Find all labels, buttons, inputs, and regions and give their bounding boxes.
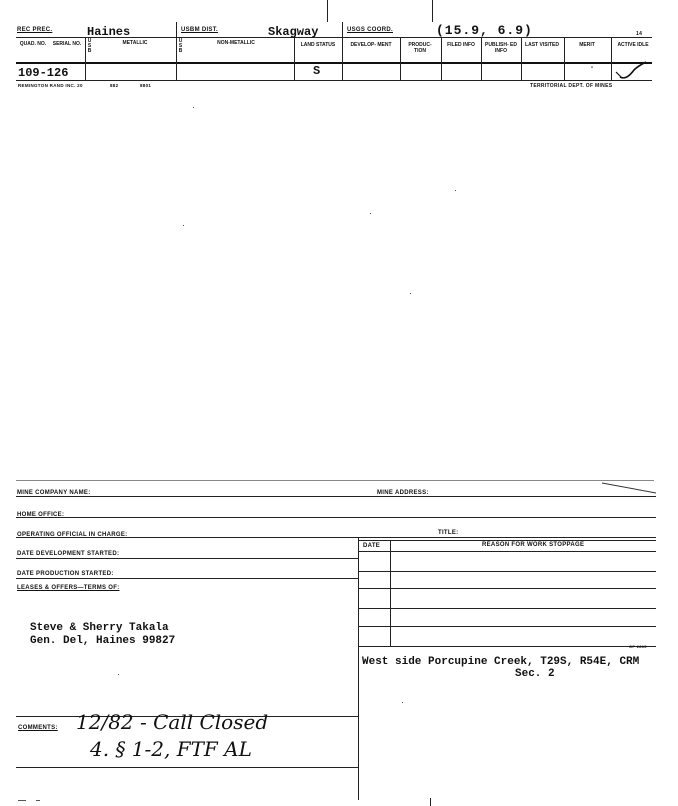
speck: [36, 800, 40, 801]
speck: [370, 213, 371, 214]
mine-address-label: MINE ADDRESS:: [377, 490, 429, 496]
divider: [390, 540, 391, 646]
owner-line-1: Steve & Sherry Takala: [30, 622, 169, 634]
divider: [16, 480, 654, 481]
divider: [400, 37, 401, 80]
rec-prec-label: REC PREC.: [17, 27, 53, 33]
divider: [358, 537, 359, 650]
comment-handwriting-1: 12/82 - Call Closed: [76, 710, 269, 734]
divider: [358, 571, 656, 572]
speck: [410, 293, 411, 294]
comment-handwriting-2: 4. § 1-2, FTF AL: [90, 737, 252, 761]
printer-imprint: REMINGTON RAND INC. 20: [18, 83, 83, 88]
stroke-mark: [600, 481, 660, 497]
col-last-visited: LAST VISITED: [525, 42, 559, 48]
divider: [564, 37, 565, 80]
divider: [327, 0, 328, 22]
col-serial-no: SERIAL NO.: [52, 41, 82, 47]
divider: [441, 37, 442, 80]
speck: [18, 800, 26, 801]
location-line-1: West side Porcupine Creek, T29S, R54E, CRM: [362, 656, 640, 668]
divider: [16, 578, 358, 579]
comments-label: COMMENTS:: [18, 725, 58, 731]
divider: [342, 22, 343, 38]
divider: [358, 646, 656, 647]
divider: [16, 62, 652, 64]
leases-label: LEASES & OFFERS—TERMS OF:: [17, 585, 120, 591]
col-usb: U S B: [87, 38, 92, 54]
col-production: PRODUC- TION: [408, 42, 432, 54]
col-usb-2: U S B: [178, 38, 183, 54]
col-non-metallic: NON-METALLIC: [217, 40, 255, 46]
divider: [430, 798, 431, 806]
divider: [432, 0, 433, 22]
speck: [193, 107, 194, 108]
mine-company-label: MINE COMPANY NAME:: [17, 490, 91, 496]
divider: [358, 650, 359, 800]
checkmark-icon: [588, 60, 648, 82]
divider: [358, 551, 656, 552]
reason-column-header: REASON FOR WORK STOPPAGE: [482, 542, 585, 548]
divider: [294, 37, 295, 80]
divider: [358, 540, 656, 541]
col-merit: MERIT: [579, 42, 595, 48]
divider: [358, 626, 656, 627]
divider: [358, 588, 656, 589]
divider: [16, 558, 358, 559]
divider: [342, 37, 343, 80]
owner-line-2: Gen. Del, Haines 99827: [30, 635, 176, 647]
col-development: DEVELOP- MENT: [350, 42, 392, 48]
corner-mark: 14: [636, 31, 643, 37]
form-code: GP 2815: [629, 644, 647, 649]
col-land-status: LAND STATUS: [300, 42, 336, 48]
speck: [183, 225, 184, 226]
col-metallic: METALLIC: [122, 40, 148, 46]
usbm-dist-value: Skagway: [268, 25, 319, 39]
home-office-label: HOME OFFICE:: [17, 512, 65, 518]
divider: [358, 608, 656, 609]
divider: [16, 80, 652, 81]
divider: [16, 767, 358, 768]
divider: [16, 517, 656, 518]
dept-imprint: TERRITORIAL DEPT. OF MINES: [530, 83, 613, 89]
operating-official-label: OPERATING OFFICIAL IN CHARGE:: [17, 532, 128, 538]
quad-serial-value: 109-126: [18, 66, 69, 80]
col-quad-no: QUAD. NO.: [19, 41, 47, 47]
location-line-2: Sec. 2: [515, 668, 555, 680]
col-filed-info: FILED INFO: [447, 42, 475, 48]
divider: [176, 22, 177, 80]
speck: [118, 674, 119, 675]
divider: [16, 496, 656, 497]
rec-prec-value: Haines: [87, 25, 131, 39]
divider: [521, 37, 522, 80]
col-active-idle: ACTIVE IDLE: [617, 42, 649, 48]
usbm-dist-label: USBM DIST.: [181, 27, 219, 33]
usgs-coord-value: (15.9, 6.9): [436, 23, 533, 38]
col-published-info: PUBLISH- ED INFO: [485, 42, 517, 54]
speck: [402, 702, 403, 703]
date-column-header: DATE: [363, 543, 381, 549]
printer-code-2: 8801: [140, 83, 152, 88]
title-label: TITLE:: [438, 530, 459, 536]
divider: [481, 37, 482, 80]
land-status-value: S: [313, 64, 321, 78]
speck: [455, 190, 456, 191]
usgs-coord-label: USGS COORD.: [347, 27, 393, 33]
date-development-label: DATE DEVELOPMENT STARTED:: [17, 551, 120, 557]
date-production-label: DATE PRODUCTION STARTED:: [17, 571, 114, 577]
divider: [85, 37, 86, 80]
printer-code-1: 882: [110, 83, 119, 88]
